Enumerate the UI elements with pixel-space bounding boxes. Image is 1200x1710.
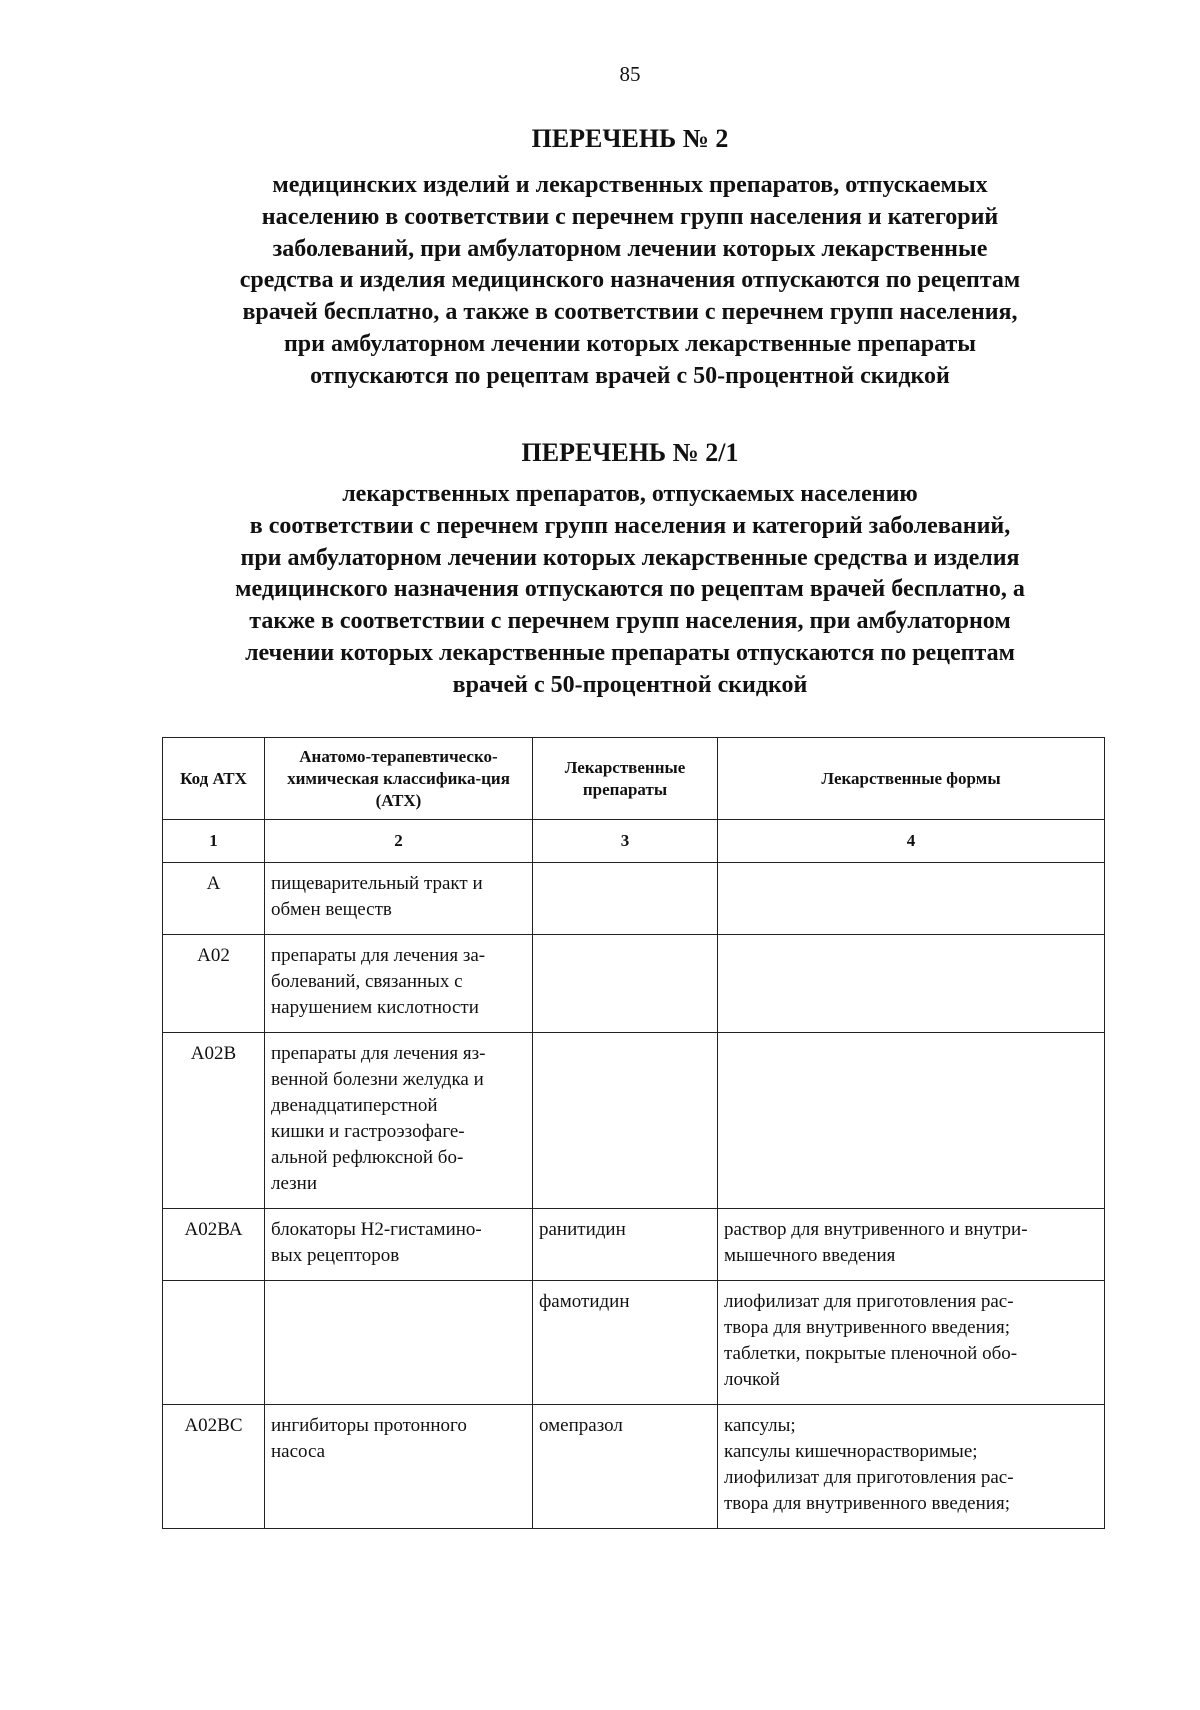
atx-code-cell: А02ВС xyxy=(163,1405,265,1529)
cell-line: лочкой xyxy=(724,1369,780,1390)
column-numbers-row xyxy=(163,820,1105,863)
drug-cell xyxy=(533,863,718,935)
table-row xyxy=(163,935,1105,1033)
header-row xyxy=(163,738,1105,820)
column-number: 2 xyxy=(265,820,533,863)
drug-cell: фамотидин xyxy=(533,1281,718,1405)
subtitle-line: лечении которых лекарственные препараты отпускаются по рецептам xyxy=(245,639,1015,666)
header-code-atx: Код АТХ xyxy=(163,738,265,820)
cell-line: твора для внутривенного введения; xyxy=(724,1317,1010,1338)
cell-line: капсулы; xyxy=(724,1415,796,1436)
cell-line: раствор для внутривенного и внутри- xyxy=(724,1219,1028,1240)
classification-cell xyxy=(265,863,533,935)
cell-line: лиофилизат для приготовления рас- xyxy=(724,1467,1014,1488)
cell-line: пищеварительный тракт и xyxy=(271,873,483,894)
atx-table xyxy=(162,737,1105,1529)
table-row xyxy=(163,1209,1105,1281)
table-row xyxy=(163,1033,1105,1209)
cell-line: лезни xyxy=(271,1173,317,1194)
table-header xyxy=(163,738,1105,863)
subtitle-line: медицинского назначения отпускаются по рецептам врачей бесплатно, а xyxy=(235,576,1025,603)
forms-cell xyxy=(718,935,1105,1033)
page-number: 85 xyxy=(619,62,641,86)
atx-code-cell xyxy=(163,1281,265,1405)
cell-line: вых рецепторов xyxy=(271,1245,400,1266)
list-2-subtitle xyxy=(100,170,1160,393)
forms-cell xyxy=(718,1281,1105,1405)
cell-line: насоса xyxy=(271,1441,326,1462)
table-row xyxy=(163,1405,1105,1529)
column-number: 4 xyxy=(718,820,1105,863)
cell-line: таблетки, покрытые пленочной обо- xyxy=(724,1343,1018,1364)
cell-line: нарушением кислотности xyxy=(271,997,479,1018)
drug-cell xyxy=(533,935,718,1033)
header-forms: Лекарственные формы xyxy=(718,738,1105,820)
subtitle-line: заболеваний, при амбулаторном лечении которых лекарственные xyxy=(272,235,988,262)
subtitle-line: также в соответствии с перечнем групп населения, при амбулаторном xyxy=(249,608,1011,635)
subtitle-line: врачей бесплатно, а также в соответствии с перечнем групп населения, xyxy=(242,299,1018,326)
cell-line: лиофилизат для приготовления рас- xyxy=(724,1291,1014,1312)
subtitle-line: врачей с 50-процентной скидкой xyxy=(452,671,808,698)
atx-code-cell: А02 xyxy=(163,935,265,1033)
atx-code-cell: А xyxy=(163,863,265,935)
table-row xyxy=(163,863,1105,935)
forms-cell xyxy=(718,1033,1105,1209)
cell-line: капсулы кишечнорастворимые; xyxy=(724,1441,978,1462)
cell-line: блокаторы Н2-гистамино- xyxy=(271,1219,482,1240)
subtitle-line: при амбулаторном лечении которых лекарственные средства и изделия xyxy=(240,544,1020,571)
cell-line: препараты для лечения яз- xyxy=(271,1043,486,1064)
forms-cell xyxy=(718,863,1105,935)
drug-cell: ранитидин xyxy=(533,1209,718,1281)
cell-line: двенадцатиперстной xyxy=(271,1095,438,1116)
cell-line: мышечного введения xyxy=(724,1245,896,1266)
subtitle-line: лекарственных препаратов, отпускаемых населению xyxy=(342,481,918,507)
subtitle-line: отпускаются по рецептам врачей с 50-процентной скидкой xyxy=(310,362,950,389)
cell-line: болеваний, связанных с xyxy=(271,971,463,992)
subtitle-line: при амбулаторном лечении которых лекарственные препараты xyxy=(283,330,977,357)
drug-cell: омепразол xyxy=(533,1405,718,1529)
subtitle-line: средства и изделия медицинского назначения отпускаются по рецептам xyxy=(239,267,1021,294)
list-2-title: ПЕРЕЧЕНЬ № 2 xyxy=(531,124,729,153)
forms-cell xyxy=(718,1405,1105,1529)
column-number: 3 xyxy=(533,820,718,863)
classification-cell xyxy=(265,1033,533,1209)
classification-cell xyxy=(265,935,533,1033)
cell-line: твора для внутривенного введения; xyxy=(724,1493,1010,1514)
cell-line: препараты для лечения за- xyxy=(271,945,486,966)
atx-code-cell: А02ВА xyxy=(163,1209,265,1281)
cell-line: ингибиторы протонного xyxy=(271,1415,467,1436)
atx-code-cell: А02В xyxy=(163,1033,265,1209)
drug-cell xyxy=(533,1033,718,1209)
subtitle-line: населению в соответствии с перечнем групп населения и категорий xyxy=(261,203,999,230)
subtitle-line: в соответствии с перечнем групп населения и категорий заболеваний, xyxy=(249,512,1011,539)
classification-cell xyxy=(265,1281,533,1405)
header-drugs: Лекарственные препараты xyxy=(533,738,718,820)
cell-line: венной болезни желудка и xyxy=(271,1069,484,1090)
column-number: 1 xyxy=(163,820,265,863)
subtitle-line: медицинских изделий и лекарственных препаратов, отпускаемых xyxy=(272,172,988,198)
list-2-1-subtitle xyxy=(100,479,1160,702)
classification-cell xyxy=(265,1405,533,1529)
forms-cell xyxy=(718,1209,1105,1281)
cell-line: обмен веществ xyxy=(271,899,392,920)
header-classification: Анатомо-терапевтическо-химическая классифика-ция (АТХ) xyxy=(265,738,533,820)
table-body xyxy=(163,863,1105,1529)
cell-line: кишки и гастроэзофаге- xyxy=(271,1121,465,1142)
list-2-1-title: ПЕРЕЧЕНЬ № 2/1 xyxy=(521,438,739,467)
classification-cell xyxy=(265,1209,533,1281)
cell-line: альной рефлюксной бо- xyxy=(271,1147,464,1168)
table-row xyxy=(163,1281,1105,1405)
